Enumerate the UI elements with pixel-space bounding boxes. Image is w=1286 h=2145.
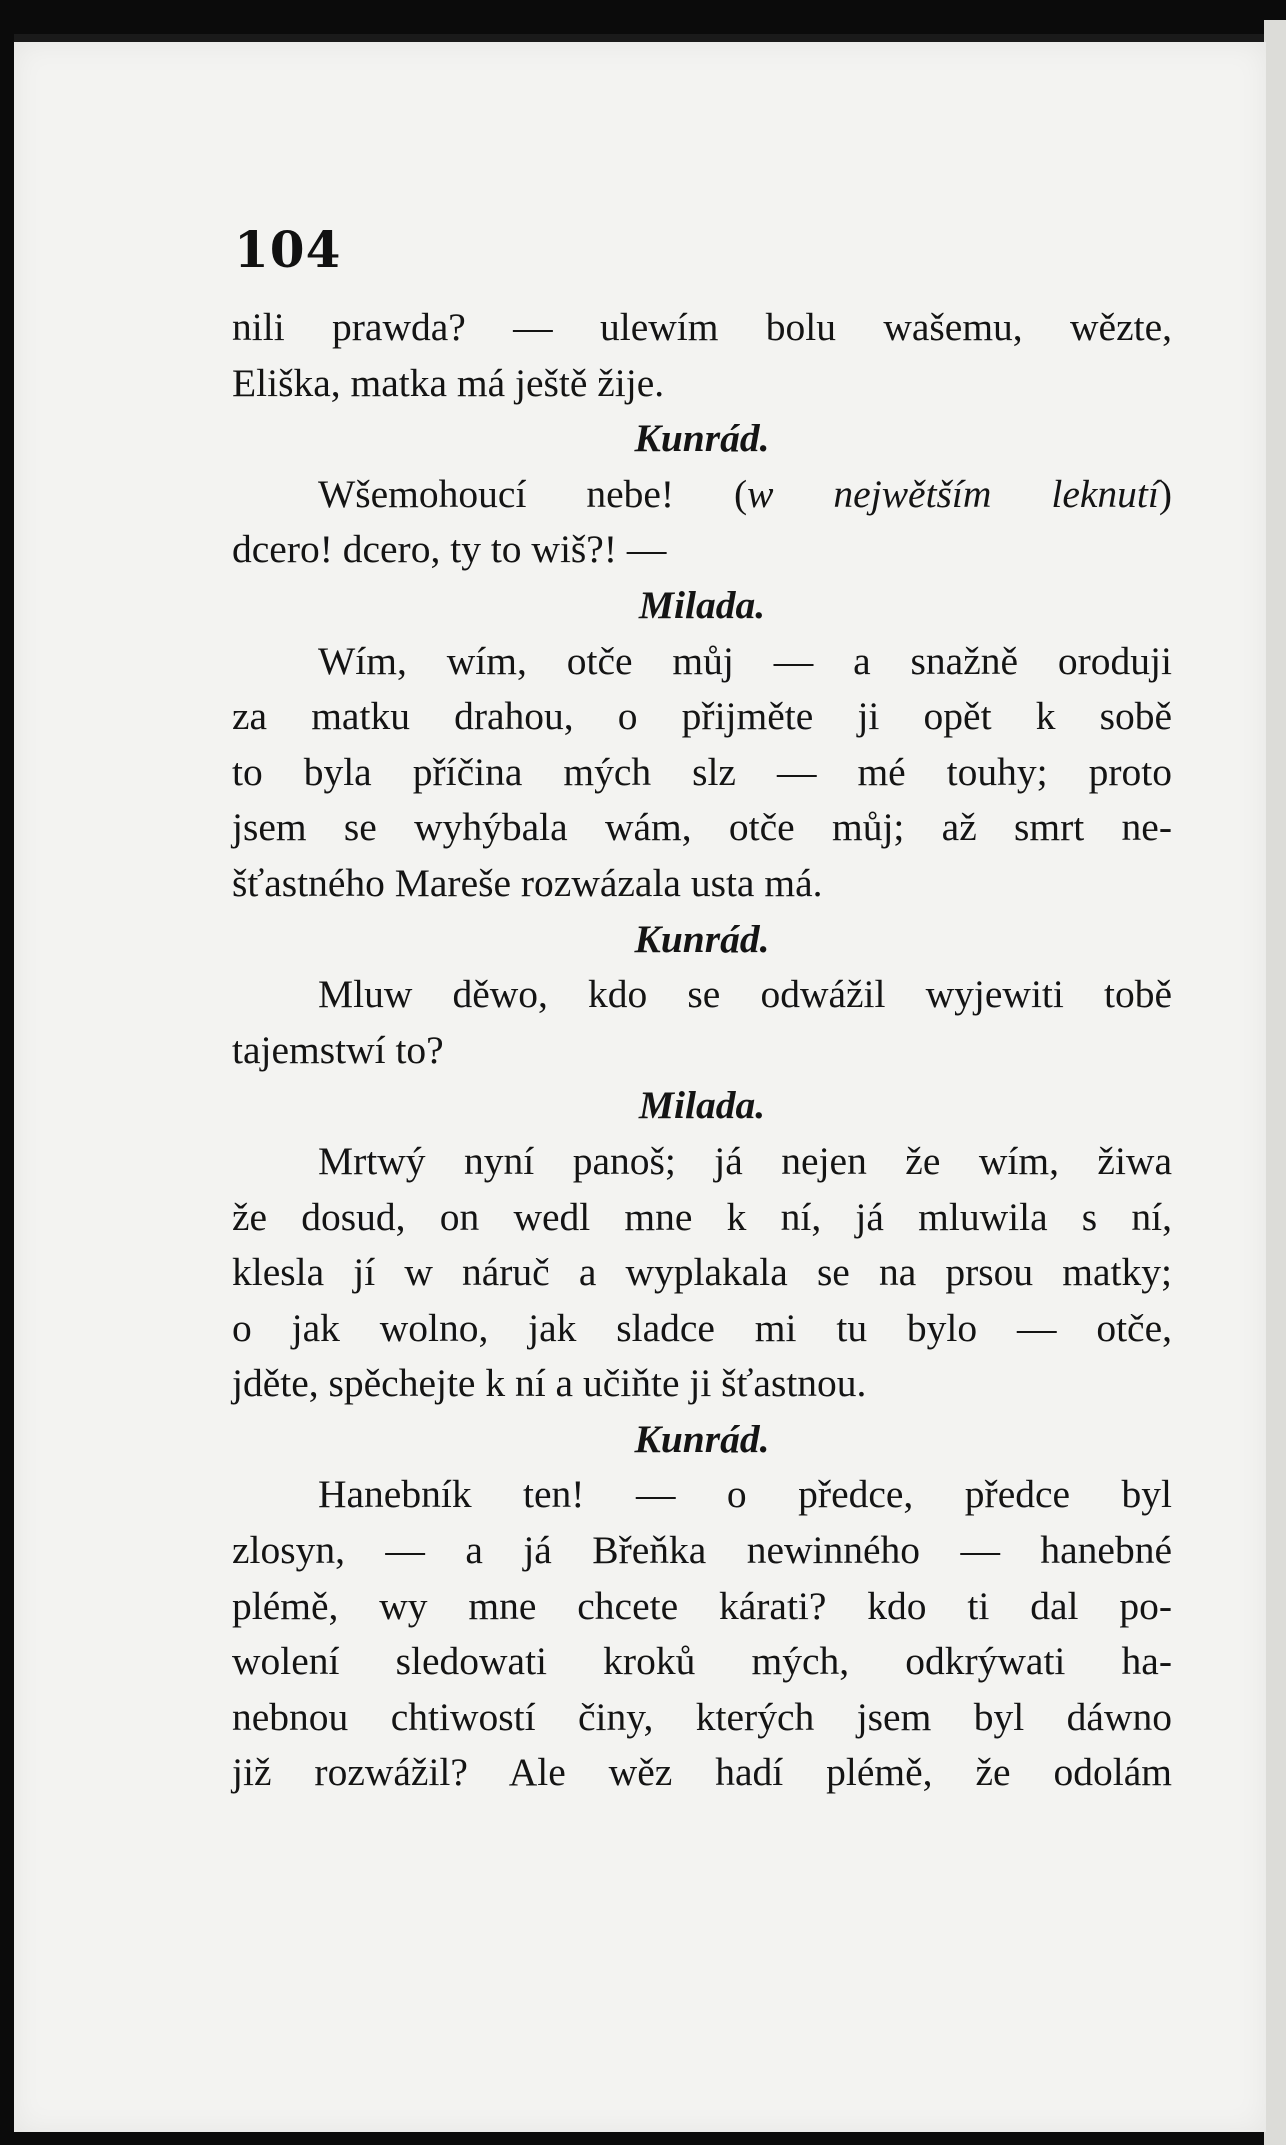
text-line — [232, 467, 1172, 523]
text-line: jděte, spěchejte k ní a učiňte ji šťastnou. — [232, 1361, 867, 1406]
stage-direction: w nejwětším leknutí — [747, 471, 1159, 516]
page-text — [232, 300, 1172, 1801]
speaker-name: Milada. — [638, 582, 766, 627]
page-top-edge — [14, 34, 1264, 42]
text-line: to byla příčina mých slz — mé touhy; proto — [232, 749, 1172, 794]
text-line: nebnou chtiwostí činy, kterých jsem byl dáwno — [232, 1694, 1172, 1739]
speaker-name: Kunrád. — [634, 1416, 770, 1461]
text-line: Wím, wím, otče můj — a snažně oroduji — [318, 638, 1172, 683]
text-line: klesla jí w náruč a wyplakala se na prsou matky; — [232, 1250, 1172, 1295]
text-line: Hanebník ten! — o předce, předce byl — [318, 1472, 1172, 1517]
text-fragment: ) — [1158, 471, 1172, 516]
text-line: zlosyn, — a já Břeňka newinného — hanebné — [232, 1528, 1172, 1573]
text-line: wolení sledowati kroků mých, odkrýwati ha- — [232, 1639, 1172, 1684]
text-line: šťastného Mareše rozwázala usta má. — [232, 860, 823, 905]
speaker-name: Milada. — [638, 1083, 766, 1128]
speaker-name: Kunrád. — [634, 416, 770, 461]
text-line: Mluw děwo, kdo se odwážil wyjewiti tobě — [318, 972, 1172, 1017]
text-line: již rozwážil? Ale wěz hadí plémě, že odolám — [232, 1750, 1172, 1795]
text-line: za matku drahou, o přijměte ji opět k sobě — [232, 694, 1172, 739]
text-line: nili prawda? — ulewím bolu wašemu, wězte, — [232, 305, 1172, 349]
page-number: 104 — [234, 220, 342, 279]
text-line: plémě, wy mne chcete kárati? kdo ti dal po- — [232, 1583, 1172, 1628]
text-line: dcero! dcero, ty to wiš?! — — [232, 527, 667, 572]
text-line: Eliška, matka má ještě žije. — [232, 360, 665, 405]
text-line: jsem se wyhýbala wám, otče můj; až smrt ne- — [232, 805, 1172, 850]
text-fragment: Wšemohoucí nebe! ( — [318, 471, 748, 516]
text-line: Mrtwý nyní panoš; já nejen že wím, žiwa — [318, 1138, 1172, 1183]
speaker-name: Kunrád. — [634, 916, 770, 961]
text-line: tajemstwí to? — [232, 1027, 444, 1072]
text-line: o jak wolno, jak sladce mi tu bylo — otče, — [232, 1305, 1172, 1350]
page-right-edge — [1264, 20, 1286, 2145]
text-line: že dosud, on wedl mne k ní, já mluwila s ní, — [232, 1194, 1172, 1239]
